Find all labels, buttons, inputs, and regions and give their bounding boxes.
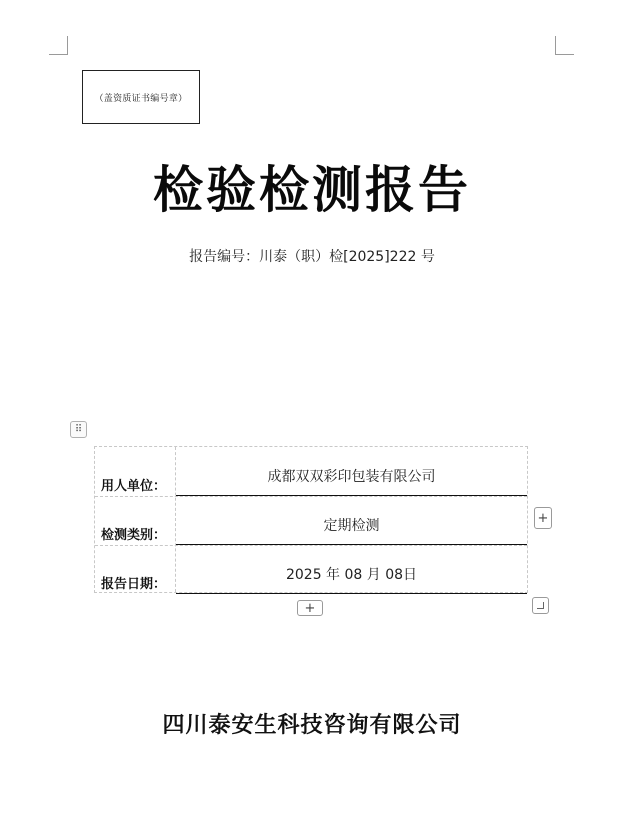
- crop-mark-top-right: [555, 36, 574, 55]
- report-title: 检验检测报告: [153, 160, 471, 219]
- add-column-plus-icon[interactable]: +: [534, 507, 552, 529]
- add-row-plus-icon[interactable]: +: [297, 600, 323, 616]
- report-date-value[interactable]: 2025 年 08 月 08日: [176, 545, 527, 594]
- inspection-type-value[interactable]: 定期检测: [176, 496, 527, 545]
- employer-label: 用人单位：: [101, 479, 167, 494]
- table-row-employer: [95, 447, 527, 496]
- crop-mark-top-left: [49, 36, 68, 55]
- table-row-report-date: [95, 545, 527, 594]
- table-move-handle-icon[interactable]: ⠿: [70, 421, 87, 438]
- qualification-stamp-box: [82, 70, 200, 124]
- table-row-inspection-type: [95, 496, 527, 545]
- inspection-type-label: 检测类别：: [101, 528, 167, 543]
- info-table: [94, 446, 528, 593]
- table-resize-handle-icon[interactable]: [532, 597, 549, 614]
- report-number: 报告编号：川泰（职）检[2025]222 号: [189, 249, 435, 265]
- report-date-label: 报告日期：: [101, 577, 167, 592]
- company-name: 四川泰安生科技咨询有限公司: [162, 712, 462, 738]
- stamp-box-text: （盖资质证书编号章）: [94, 93, 188, 104]
- employer-value[interactable]: 成都双双彩印包装有限公司: [176, 447, 527, 496]
